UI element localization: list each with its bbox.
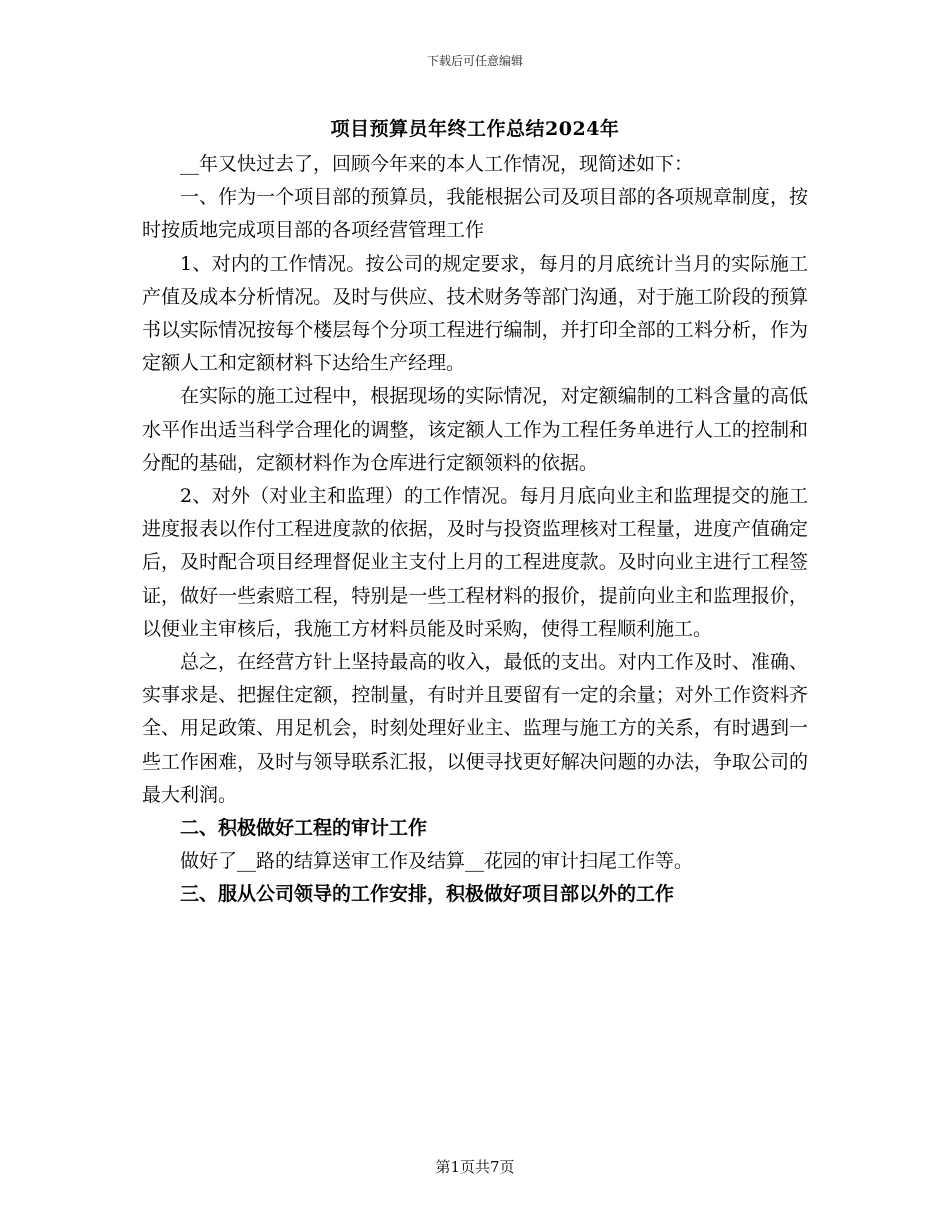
- intro-paragraph: __年又快过去了，回顾今年来的本人工作情况，现简述如下：: [180, 153, 694, 175]
- header-note: 下载后可任意编辑: [426, 54, 523, 68]
- audit-work-paragraph: 做好了__路的结算送审工作及结算__花园的审计扫尾工作等。: [180, 850, 694, 873]
- section-one-paragraph: 一、作为一个项目部的预算员，我能根据公司及项目部的各项规章制度，按时按质地完成项目部的各项经营管理工作: [142, 186, 808, 242]
- external-work-paragraph: 2、对外（对业主和监理）的工作情况。每月月底向业主和监理提交的施工进度报表以作付工程进度款的依据，及时与投资监理核对工程量，进度产值确定后，及时配合项目经理督促业主支付上月的工程进度款。及时向业主进行工程签证，做好一些索赔工程，特别是一些工程材料的报价，提前向业主和监理报价，以便业主审核后，我施工方材料员能及时采购，使得工程顺利施工。: [142, 485, 808, 640]
- construction-process-paragraph: 在实际的施工过程中，根据现场的实际情况，对定额编制的工料含量的高低水平作出适当科学合理化的调整，该定额人工作为工程任务单进行人工的控制和分配的基础，定额材料作为仓库进行定额领料的依据。: [142, 385, 808, 474]
- internal-work-paragraph: 1、对内的工作情况。按公司的规定要求，每月的月底统计当月的实际施工产值及成本分析情况。及时与供应、技术财务等部门沟通，对于施工阶段的预算书以实际情况按每个楼层每个分项工程进行编制，并打印全部的工料分析，作为定额人工和定额材料下达给生产经理。: [142, 252, 808, 375]
- summary-paragraph: 总之，在经营方针上坚持最高的收入，最低的支出。对内工作及时、准确、实事求是、把握住定额，控制量，有时并且要留有一定的余量；对外工作资料齐全、用足政策、用足机会，时刻处理好业主、监理与施工方的关系，有时遇到一些工作困难，及时与领导联系汇报，以便寻找更好解决问题的办法，争取公司的最大利润。: [142, 651, 808, 806]
- page-title: 项目预算员年终工作总结2024年: [330, 118, 620, 140]
- section-three-heading: 三、服从公司领导的工作安排，积极做好项目部以外的工作: [180, 883, 675, 906]
- document-body: [142, 148, 808, 912]
- section-two-heading: 二、积极做好工程的审计工作: [180, 817, 428, 840]
- page-number: 第1页共7页: [435, 1158, 515, 1176]
